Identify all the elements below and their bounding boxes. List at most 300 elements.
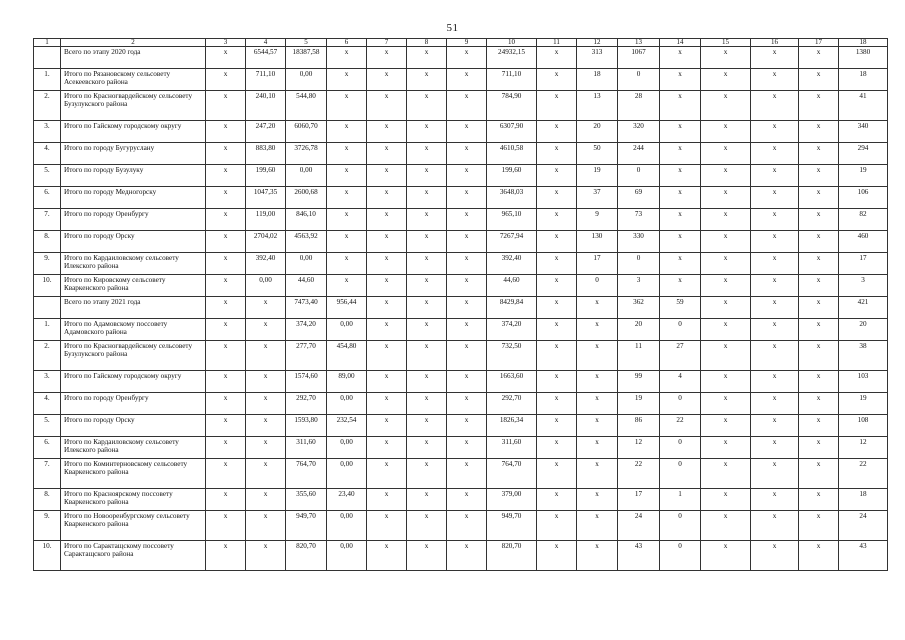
table-cell: x (206, 319, 246, 341)
table-cell: x (447, 187, 487, 209)
table-cell: 949,70 (286, 511, 327, 541)
table-cell: x (751, 541, 799, 571)
table-row (34, 47, 888, 69)
table-cell: x (660, 209, 701, 231)
table-cell: 965,10 (487, 209, 537, 231)
table-cell: x (799, 297, 839, 319)
table-cell: x (447, 489, 487, 511)
table-cell: x (447, 165, 487, 187)
table-cell: x (407, 121, 447, 143)
table-cell: 764,70 (487, 459, 537, 489)
table-cell: x (407, 511, 447, 541)
table-row (34, 371, 888, 393)
table-cell: 0,00 (286, 69, 327, 91)
table-cell: x (367, 91, 407, 121)
table-row (34, 297, 888, 319)
table-cell: x (407, 341, 447, 371)
row-name: Итого по Красноярскому поссовету Кваркенского района (61, 489, 206, 511)
table-cell: 108 (839, 415, 888, 437)
table-cell: x (206, 297, 246, 319)
row-name: Итого по Кировскому сельсовету Кваркенского района (61, 275, 206, 297)
table-cell: x (660, 165, 701, 187)
table-cell: 764,70 (286, 459, 327, 489)
table-cell: x (751, 143, 799, 165)
table-cell: x (367, 459, 407, 489)
table-cell: x (367, 209, 407, 231)
table-cell: 7473,40 (286, 297, 327, 319)
table-cell: x (537, 437, 577, 459)
table-cell: 0 (660, 437, 701, 459)
table-cell: 6060,70 (286, 121, 327, 143)
table-cell: 28 (618, 91, 660, 121)
table-cell: 20 (839, 319, 888, 341)
table-cell: 232,54 (327, 415, 367, 437)
table-cell: 18 (839, 489, 888, 511)
table-row (34, 541, 888, 571)
table-cell: 379,00 (487, 489, 537, 511)
table-cell: x (701, 459, 751, 489)
table-cell: x (577, 541, 618, 571)
table-cell: 313 (577, 47, 618, 69)
table-cell: x (206, 489, 246, 511)
table-row (34, 489, 888, 511)
table-cell: 0,00 (327, 393, 367, 415)
table-cell: x (327, 231, 367, 253)
table-cell: 292,70 (487, 393, 537, 415)
table-cell: x (367, 143, 407, 165)
table-cell: x (537, 121, 577, 143)
table-cell: x (701, 275, 751, 297)
table-cell: x (799, 393, 839, 415)
table-cell: x (799, 165, 839, 187)
table-cell: x (206, 91, 246, 121)
table-cell: x (447, 253, 487, 275)
table-cell: x (367, 541, 407, 571)
table-cell: x (246, 489, 286, 511)
table-cell: x (407, 209, 447, 231)
table-cell: x (367, 165, 407, 187)
table-cell: x (577, 341, 618, 371)
table-cell: 20 (618, 319, 660, 341)
table-cell: x (407, 319, 447, 341)
table-cell: x (701, 91, 751, 121)
table-cell: x (447, 69, 487, 91)
table-cell: x (799, 371, 839, 393)
table-cell: 1663,60 (487, 371, 537, 393)
table-cell: x (751, 209, 799, 231)
table-cell: x (367, 371, 407, 393)
table-cell: x (367, 69, 407, 91)
table-cell: x (537, 459, 577, 489)
table-cell: x (799, 319, 839, 341)
table-cell: x (577, 319, 618, 341)
table-cell: 43 (839, 541, 888, 571)
header-row (34, 39, 888, 47)
header-cell: 10 (487, 39, 537, 47)
table-cell: x (577, 459, 618, 489)
row-number: 7. (34, 459, 61, 489)
table-row (34, 69, 888, 91)
table-cell: x (327, 253, 367, 275)
table-cell: x (367, 489, 407, 511)
table-cell: x (206, 371, 246, 393)
table-cell: 69 (618, 187, 660, 209)
row-number: 6. (34, 437, 61, 459)
table-cell: x (367, 437, 407, 459)
table-cell: x (751, 341, 799, 371)
table-cell: x (537, 511, 577, 541)
table-cell: x (367, 393, 407, 415)
page-number: 51 (446, 22, 459, 34)
table-cell: 320 (618, 121, 660, 143)
table-cell: x (577, 371, 618, 393)
table-cell: 460 (839, 231, 888, 253)
table-cell: x (701, 415, 751, 437)
table-cell: x (367, 121, 407, 143)
header-cell: 4 (246, 39, 286, 47)
table-cell: 1574,60 (286, 371, 327, 393)
table-cell: x (751, 231, 799, 253)
table-cell: 2704,02 (246, 231, 286, 253)
row-name: Итого по Сарактащскому поссовету Сарактащского района (61, 541, 206, 571)
table-cell: 0,00 (327, 437, 367, 459)
table-cell: 11 (618, 341, 660, 371)
row-number (34, 297, 61, 319)
table-cell: 27 (660, 341, 701, 371)
table-cell: 820,70 (487, 541, 537, 571)
table-cell: x (660, 187, 701, 209)
table-row (34, 209, 888, 231)
table-cell: 4610,58 (487, 143, 537, 165)
table-cell: 24 (618, 511, 660, 541)
table-cell: x (660, 47, 701, 69)
table-cell: x (751, 371, 799, 393)
table-cell: x (577, 415, 618, 437)
table-cell: 103 (839, 371, 888, 393)
table-cell: x (367, 275, 407, 297)
table-cell: x (407, 231, 447, 253)
row-number: 3. (34, 121, 61, 143)
row-number: 4. (34, 143, 61, 165)
table-cell: 19 (618, 393, 660, 415)
table-cell: x (327, 121, 367, 143)
table-cell: x (246, 459, 286, 489)
table-cell: x (206, 121, 246, 143)
table-cell: x (799, 47, 839, 69)
table-cell: 19 (839, 393, 888, 415)
table-cell: 0,00 (327, 541, 367, 571)
table-cell: x (407, 371, 447, 393)
table-cell: 8429,84 (487, 297, 537, 319)
table-cell: x (327, 91, 367, 121)
table-row (34, 415, 888, 437)
table-cell: x (537, 69, 577, 91)
header-cell: 16 (751, 39, 799, 47)
table-cell: 2600,68 (286, 187, 327, 209)
table-cell: x (206, 437, 246, 459)
table-cell: x (206, 511, 246, 541)
table-cell: 38 (839, 341, 888, 371)
header-cell: 13 (618, 39, 660, 47)
table-cell: x (206, 143, 246, 165)
table-cell: x (577, 489, 618, 511)
table-cell: x (367, 187, 407, 209)
table-cell: 311,60 (286, 437, 327, 459)
table-cell: x (206, 69, 246, 91)
row-number: 9. (34, 511, 61, 541)
header-cell: 12 (577, 39, 618, 47)
table-cell: x (751, 437, 799, 459)
table-cell: x (751, 415, 799, 437)
table-cell: 0 (660, 511, 701, 541)
table-cell: x (701, 437, 751, 459)
table-cell: x (206, 393, 246, 415)
table-cell: x (660, 69, 701, 91)
table-cell: x (799, 143, 839, 165)
table-cell: 374,20 (286, 319, 327, 341)
table-cell: x (206, 275, 246, 297)
table-cell: 1047,35 (246, 187, 286, 209)
table-cell: x (751, 489, 799, 511)
table-cell: x (701, 121, 751, 143)
table-cell: x (367, 415, 407, 437)
table-cell: x (537, 489, 577, 511)
table-cell: 44,60 (487, 275, 537, 297)
table-cell: x (447, 415, 487, 437)
table-cell: x (537, 209, 577, 231)
table-cell: 0 (618, 165, 660, 187)
table-cell: 949,70 (487, 511, 537, 541)
table-cell: x (206, 459, 246, 489)
table-cell: 18387,58 (286, 47, 327, 69)
table-cell: 0,00 (327, 511, 367, 541)
table-cell: 711,10 (487, 69, 537, 91)
table-cell: x (799, 437, 839, 459)
table-cell: x (751, 47, 799, 69)
table-cell: 392,40 (487, 253, 537, 275)
row-name: Итого по Кардаиловскому сельсовету Илекского района (61, 253, 206, 275)
row-number: 2. (34, 91, 61, 121)
table-cell: x (407, 187, 447, 209)
table-row (34, 319, 888, 341)
table-cell: x (327, 143, 367, 165)
table-cell: 23,40 (327, 489, 367, 511)
table-cell: x (701, 541, 751, 571)
table-cell: x (799, 91, 839, 121)
table-cell: 43 (618, 541, 660, 571)
table-cell: x (327, 47, 367, 69)
table-cell: x (246, 437, 286, 459)
table-cell: x (407, 143, 447, 165)
table-cell: x (206, 47, 246, 69)
table-row (34, 91, 888, 121)
table-cell: x (206, 253, 246, 275)
table-cell: x (246, 415, 286, 437)
row-name: Итого по Коминтерновскому сельсовету Кваркенского района (61, 459, 206, 489)
table-cell: 4 (660, 371, 701, 393)
table-cell: x (246, 393, 286, 415)
table-body (34, 39, 888, 571)
table-row (34, 341, 888, 371)
table-cell: x (660, 253, 701, 275)
table-cell: x (701, 165, 751, 187)
table-cell: x (246, 319, 286, 341)
table-cell: x (701, 489, 751, 511)
table-cell: 22 (618, 459, 660, 489)
table-cell: 0,00 (286, 253, 327, 275)
table-cell: 19 (839, 165, 888, 187)
table-cell: 12 (618, 437, 660, 459)
table-cell: x (537, 541, 577, 571)
table-cell: 374,20 (487, 319, 537, 341)
table-cell: x (799, 511, 839, 541)
table-cell: x (327, 187, 367, 209)
table-cell: 20 (577, 121, 618, 143)
table-row (34, 187, 888, 209)
table-cell: 130 (577, 231, 618, 253)
table-cell: 19 (577, 165, 618, 187)
table-cell: x (447, 143, 487, 165)
table-row (34, 511, 888, 541)
table-cell: x (799, 489, 839, 511)
table-cell: x (751, 459, 799, 489)
header-cell: 11 (537, 39, 577, 47)
row-name: Итого по городу Оренбургу (61, 393, 206, 415)
table-cell: x (660, 231, 701, 253)
table-cell: x (701, 47, 751, 69)
table-cell: 12 (839, 437, 888, 459)
table-cell: x (407, 393, 447, 415)
table-cell: x (799, 275, 839, 297)
table-cell: x (799, 541, 839, 571)
table-cell: x (701, 319, 751, 341)
table-cell: 244 (618, 143, 660, 165)
table-cell: 0 (618, 253, 660, 275)
table-cell: x (447, 319, 487, 341)
table-row (34, 253, 888, 275)
header-cell: 9 (447, 39, 487, 47)
table-cell: 883,80 (246, 143, 286, 165)
table-cell: 17 (577, 253, 618, 275)
row-number: 10. (34, 541, 61, 571)
table-cell: x (701, 393, 751, 415)
header-cell: 5 (286, 39, 327, 47)
table-cell: x (537, 319, 577, 341)
table-cell: x (537, 47, 577, 69)
table-cell: x (367, 297, 407, 319)
table-cell: x (751, 511, 799, 541)
table-cell: x (407, 165, 447, 187)
row-name: Итого по Гайскому городскому округу (61, 121, 206, 143)
table-cell: x (537, 165, 577, 187)
table-cell: x (751, 69, 799, 91)
table-cell: x (537, 143, 577, 165)
table-cell: 6544,57 (246, 47, 286, 69)
table-cell: 3 (618, 275, 660, 297)
table-cell: 544,80 (286, 91, 327, 121)
table-cell: x (447, 121, 487, 143)
row-name: Итого по городу Орску (61, 415, 206, 437)
table-row (34, 275, 888, 297)
table-cell: x (537, 415, 577, 437)
row-name: Итого по Кардаиловскому сельсовету Илекского района (61, 437, 206, 459)
header-cell: 17 (799, 39, 839, 47)
table-cell: x (367, 511, 407, 541)
table-cell: x (751, 165, 799, 187)
table-cell: x (206, 541, 246, 571)
table-row (34, 121, 888, 143)
table-cell: x (447, 209, 487, 231)
table-cell: x (447, 371, 487, 393)
table-row (34, 231, 888, 253)
table-cell: x (407, 437, 447, 459)
table-cell: x (701, 231, 751, 253)
table-cell: x (327, 69, 367, 91)
table-cell: 454,80 (327, 341, 367, 371)
table-cell: 340 (839, 121, 888, 143)
table-cell: x (407, 415, 447, 437)
table-cell: x (327, 165, 367, 187)
table-cell: 1593,80 (286, 415, 327, 437)
table-cell: 355,60 (286, 489, 327, 511)
row-name: Итого по Гайскому городскому округу (61, 371, 206, 393)
table-cell: 0 (660, 459, 701, 489)
table-cell: x (407, 253, 447, 275)
table-cell: 22 (660, 415, 701, 437)
table-cell: x (701, 209, 751, 231)
row-number: 3. (34, 371, 61, 393)
table-cell: x (246, 511, 286, 541)
table-cell: 18 (577, 69, 618, 91)
table-cell: 846,10 (286, 209, 327, 231)
row-name: Всего по этапу 2020 года (61, 47, 206, 69)
table-cell: x (751, 275, 799, 297)
table-cell: 82 (839, 209, 888, 231)
table-cell: x (577, 393, 618, 415)
row-number: 5. (34, 415, 61, 437)
table-cell: 362 (618, 297, 660, 319)
table-cell: 86 (618, 415, 660, 437)
table-cell: 0,00 (286, 165, 327, 187)
table-cell: x (367, 231, 407, 253)
header-cell: 2 (61, 39, 206, 47)
table-cell: x (246, 341, 286, 371)
table-cell: x (751, 121, 799, 143)
table-cell: x (799, 209, 839, 231)
table-cell: x (206, 165, 246, 187)
table-cell: x (206, 231, 246, 253)
header-cell: 3 (206, 39, 246, 47)
table-cell: x (407, 69, 447, 91)
table-cell: x (407, 489, 447, 511)
table-cell: x (327, 275, 367, 297)
table-cell: 119,00 (246, 209, 286, 231)
table-cell: 294 (839, 143, 888, 165)
table-cell: x (751, 297, 799, 319)
table-cell: x (367, 47, 407, 69)
table-cell: 4563,92 (286, 231, 327, 253)
row-name: Итого по Новооренбургскому сельсовету Кваркенского района (61, 511, 206, 541)
report-table (33, 38, 888, 571)
table-cell: x (577, 437, 618, 459)
table-cell: 24 (839, 511, 888, 541)
table-cell: x (577, 511, 618, 541)
table-cell: 3648,03 (487, 187, 537, 209)
row-name: Итого по городу Медногорску (61, 187, 206, 209)
table-cell: 99 (618, 371, 660, 393)
row-name: Итого по городу Бузулуку (61, 165, 206, 187)
table-cell: x (407, 91, 447, 121)
